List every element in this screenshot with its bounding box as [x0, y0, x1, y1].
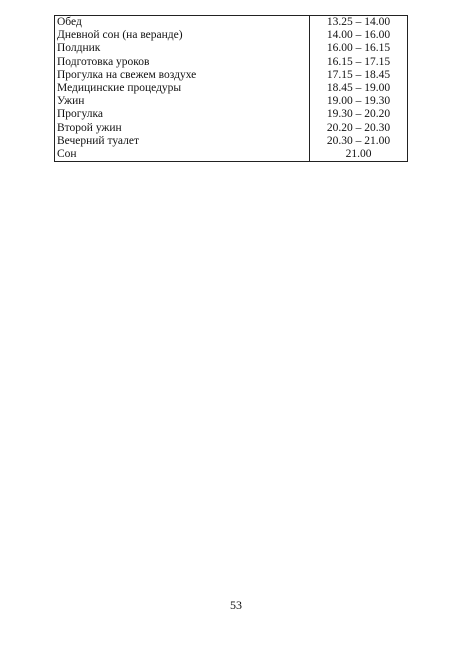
- activity-cell: Ужин: [55, 95, 310, 108]
- schedule-table: [54, 15, 408, 162]
- time-cell: 16.00 – 16.15: [326, 42, 391, 55]
- table-row: [55, 69, 408, 82]
- table-row: [55, 42, 408, 55]
- table-row: [55, 16, 408, 30]
- time-cell: 20.30 – 21.00: [326, 134, 391, 147]
- time-cell: 19.30 – 20.20: [326, 108, 391, 121]
- activity-cell: Подготовка уроков: [55, 56, 310, 69]
- table-row: [55, 56, 408, 69]
- table-row: [55, 95, 408, 108]
- time-cell: 21.00: [345, 148, 372, 161]
- table-row: [55, 82, 408, 95]
- page-number: 53: [230, 598, 242, 612]
- activity-cell: Второй ужин: [55, 122, 310, 135]
- activity-cell: Медицинские процедуры: [55, 82, 310, 95]
- table-row: [55, 29, 408, 42]
- time-cell: 16.15 – 17.15: [326, 55, 391, 68]
- time-cell: 20.20 – 20.30: [326, 121, 391, 134]
- time-cell: 17.15 – 18.45: [326, 68, 391, 81]
- schedule-table-body: [55, 16, 408, 162]
- table-row: [55, 122, 408, 135]
- time-cell: 18.45 – 19.00: [326, 82, 391, 95]
- activity-cell: Сон: [55, 148, 310, 162]
- table-row: [55, 108, 408, 121]
- activity-cell: Прогулка: [55, 108, 310, 121]
- activity-cell: Обед: [55, 16, 310, 30]
- time-cell: 14.00 – 16.00: [326, 29, 391, 42]
- time-cell: 13.25 – 14.00: [326, 16, 391, 28]
- activity-cell: Вечерний туалет: [55, 135, 310, 148]
- table-row: [55, 148, 408, 162]
- activity-cell: Прогулка на свежем воздухе: [55, 69, 310, 82]
- time-cell: 19.00 – 19.30: [326, 95, 391, 108]
- table-row: [55, 135, 408, 148]
- activity-cell: Дневной сон (на веранде): [55, 29, 310, 42]
- activity-cell: Полдник: [55, 42, 310, 55]
